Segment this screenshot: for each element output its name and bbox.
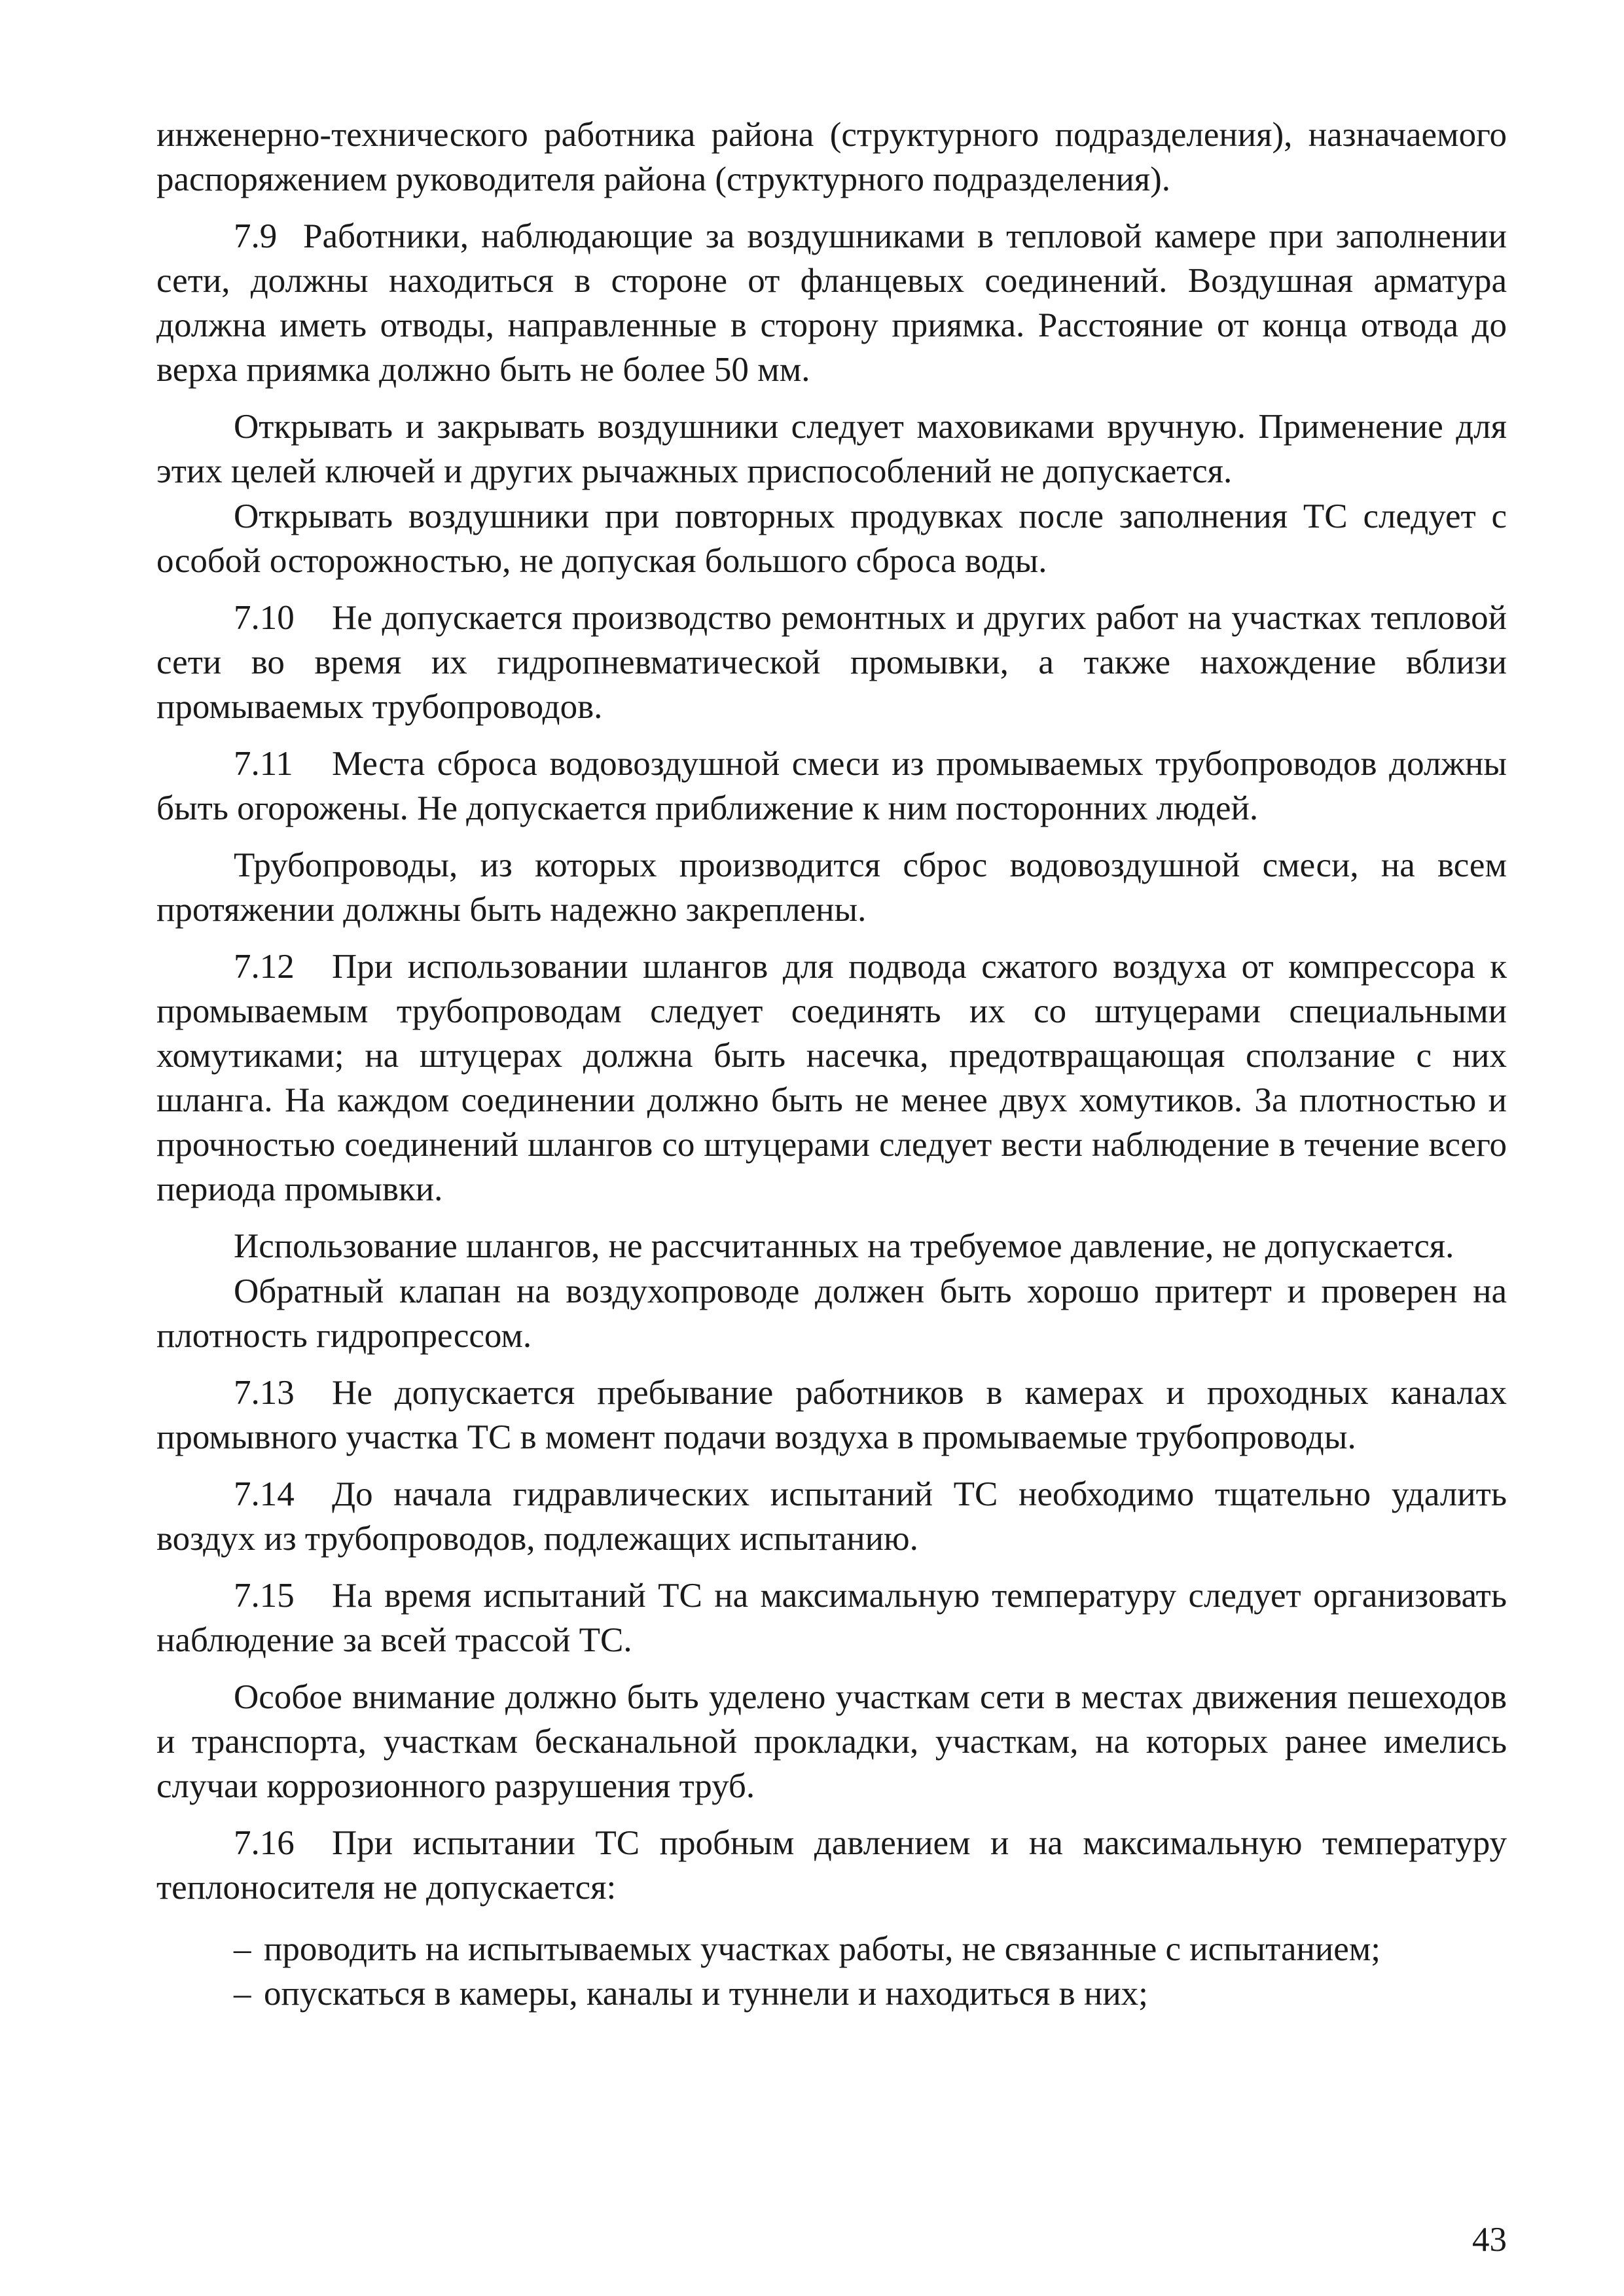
list-item — [234, 1927, 1507, 1971]
paragraph-text: Трубопроводы, из которых производится сброс водовоздушной смеси, на всем протяжении должны быть надежно закреплены. — [156, 846, 1507, 929]
clause-7-15 — [156, 1573, 1507, 1662]
clause-number: 7.15 — [234, 1577, 295, 1615]
dash-bullet: – — [234, 1930, 251, 1968]
paragraph — [156, 1269, 1507, 1358]
paragraph-text: Не допускается пребывание работников в камерах и проходных каналах промывного участка ТС в момент подачи воздуха в промываемые трубопроводы. — [156, 1374, 1507, 1456]
paragraph-text: Обратный клапан на воздухопроводе должен быть хорошо притерт и проверен на плотность гидропрессом. — [156, 1272, 1507, 1355]
clause-7-9 — [156, 214, 1507, 392]
page-number: 43 — [1472, 2221, 1507, 2259]
clause-number: 7.10 — [234, 599, 295, 637]
paragraph-text: Открывать и закрывать воздушники следует маховиками вручную. Применение для этих целей ключей и других рычажных приспособлений не допускается. — [156, 408, 1507, 490]
paragraph-text: Работники, наблюдающие за воздушниками в тепловой камере при заполнении сети, должны находиться в стороне от фланцевых соединений. Воздушная арматура должна иметь отводы, направленные в сторону приямка. Расстояние от конца отвода до верха приямка должно быть не более 50 мм. — [156, 217, 1507, 389]
paragraph-text: На время испытаний ТС на максимальную температуру следует организовать наблюдение за всей трассой ТС. — [156, 1577, 1507, 1659]
paragraph-text: Места сброса водовоздушной смеси из промываемых трубопроводов должны быть огорожены. Не допускается приближение к ним посторонних людей. — [156, 745, 1507, 827]
paragraph-text: При испытании ТС пробным давлением и на максимальную температуру теплоносителя не допускается: — [156, 1824, 1507, 1907]
paragraph-text: инженерно-технического работника района (структурного подразделения), назначаемого распоряжением руководителя района (структурного подразделения). — [156, 116, 1507, 198]
dash-bullet: – — [234, 1975, 251, 2013]
paragraph — [156, 1224, 1507, 1268]
paragraph — [156, 404, 1507, 493]
paragraph-continuation — [156, 113, 1507, 202]
clause-7-13 — [156, 1371, 1507, 1460]
paragraph — [156, 494, 1507, 583]
paragraph-text: При использовании шлангов для подвода сжатого воздуха от компрессора к промываемым трубопроводам следует соединять их со штуцерами специальными хомутиками; на штуцерах должна быть насечка, предотвращающая сползание с них шланга. На каждом соединении должно быть не менее двух хомутиков. За плотностью и прочностью соединений шлангов со штуцерами следует вести наблюдение в течение всего периода промывки. — [156, 948, 1507, 1208]
clause-number: 7.14 — [234, 1475, 295, 1513]
paragraph-text: Особое внимание должно быть уделено участкам сети в местах движения пешеходов и транспорта, участкам бесканальной прокладки, участкам, на которых ранее имелись случаи коррозионного разрушения труб. — [156, 1678, 1507, 1805]
clause-number: 7.12 — [234, 948, 295, 986]
list-item — [234, 1971, 1507, 2016]
clause-7-10 — [156, 596, 1507, 729]
clause-number: 7.11 — [234, 745, 293, 783]
paragraph-text: Открывать воздушники при повторных продувках после заполнения ТС следует с особой осторожностью, не допуская большого сброса воды. — [156, 497, 1507, 580]
paragraph — [156, 1675, 1507, 1808]
clause-number: 7.9 — [234, 217, 278, 255]
clause-7-14 — [156, 1472, 1507, 1561]
clause-number: 7.13 — [234, 1374, 295, 1412]
paragraph-text: До начала гидравлических испытаний ТС необходимо тщательно удалить воздух из трубопроводов, подлежащих испытанию. — [156, 1475, 1507, 1558]
prohibition-list — [156, 1927, 1507, 2016]
paragraph-text: Не допускается производство ремонтных и других работ на участках тепловой сети во время их гидропневматической промывки, а также нахождение вблизи промываемых трубопроводов. — [156, 599, 1507, 726]
clause-7-16 — [156, 1821, 1507, 1910]
paragraph — [156, 843, 1507, 932]
paragraph-text: Использование шлангов, не рассчитанных на требуемое давление, не допускается. — [234, 1227, 1454, 1265]
clause-7-12 — [156, 944, 1507, 1211]
clause-7-11 — [156, 742, 1507, 831]
list-item-text: проводить на испытываемых участках работы, не связанные с испытанием; — [264, 1930, 1381, 1968]
clause-number: 7.16 — [234, 1824, 295, 1862]
list-item-text: опускаться в камеры, каналы и туннели и находиться в них; — [264, 1975, 1148, 2013]
document-page — [156, 113, 1507, 2016]
